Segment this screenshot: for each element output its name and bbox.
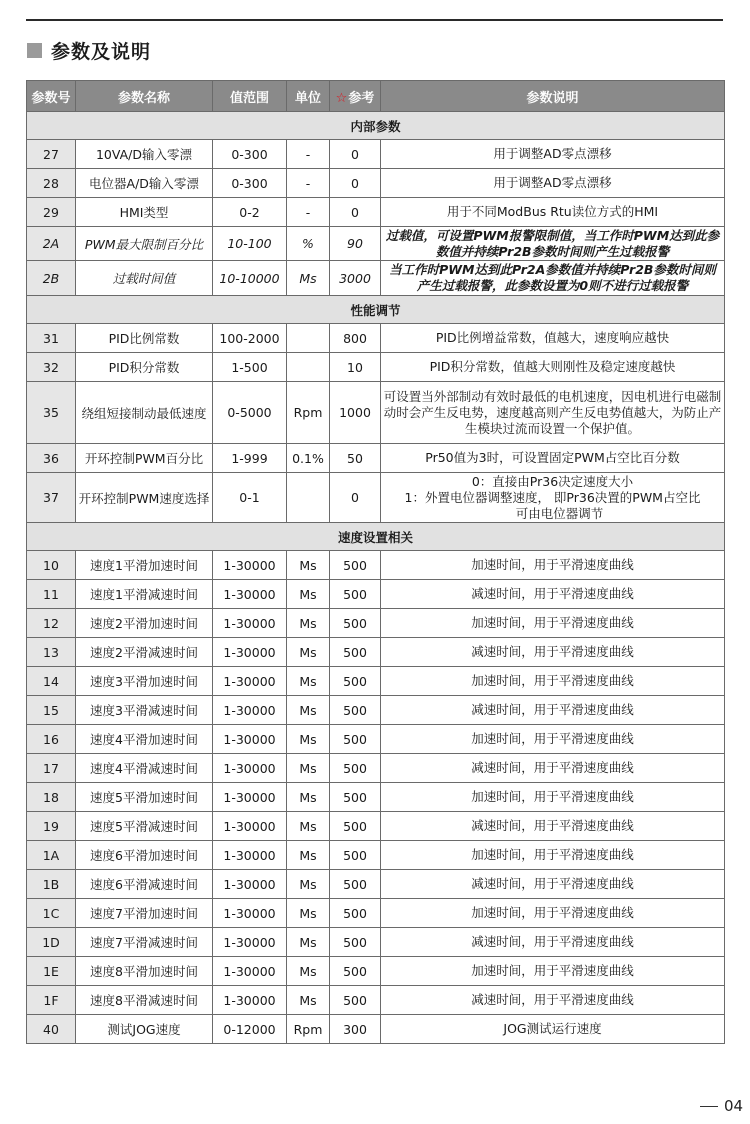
param-range-cell: 1-30000 <box>213 551 287 580</box>
param-id-cell: 36 <box>27 444 76 473</box>
param-name-cell: 速度2平滑减速时间 <box>76 638 213 667</box>
table-row <box>27 324 725 353</box>
param-range-cell: 1-30000 <box>213 841 287 870</box>
param-range-cell: 1-30000 <box>213 928 287 957</box>
param-range-cell: 0-300 <box>213 140 287 169</box>
param-id-cell: 13 <box>27 638 76 667</box>
param-default-cell: 500 <box>330 667 381 696</box>
param-default-cell: 500 <box>330 783 381 812</box>
param-range-cell: 10-100 <box>213 227 287 261</box>
param-id-cell: 37 <box>27 473 76 523</box>
param-name-cell: 速度1平滑减速时间 <box>76 580 213 609</box>
param-default-cell: 1000 <box>330 382 381 444</box>
param-default-cell: 500 <box>330 725 381 754</box>
param-name-cell: PID比例常数 <box>76 324 213 353</box>
table-row <box>27 261 725 296</box>
param-id-cell: 2A <box>27 227 76 261</box>
param-default-cell: 500 <box>330 696 381 725</box>
header-default-label: 参考 <box>348 90 375 106</box>
param-range-cell: 1-500 <box>213 353 287 382</box>
param-default-cell: 50 <box>330 444 381 473</box>
param-name-cell: 开环控制PWM速度选择 <box>76 473 213 523</box>
param-default-cell: 90 <box>330 227 381 261</box>
param-name-cell: HMI类型 <box>76 198 213 227</box>
param-name-cell: 速度8平滑加速时间 <box>76 957 213 986</box>
table-row <box>27 754 725 783</box>
param-range-cell: 1-30000 <box>213 725 287 754</box>
param-range-cell: 0-300 <box>213 169 287 198</box>
param-desc-cell: 减速时间，用于平滑速度曲线 <box>381 754 725 783</box>
table-row <box>27 986 725 1015</box>
param-desc-cell: PID积分常数，值越大则刚性及稳定速度越快 <box>381 353 725 382</box>
param-range-cell: 1-30000 <box>213 812 287 841</box>
table-row <box>27 473 725 523</box>
param-desc-cell: Pr50值为3时，可设置固定PWM占空比百分数 <box>381 444 725 473</box>
title-square-icon <box>27 43 42 58</box>
param-unit-cell: 0.1% <box>287 444 330 473</box>
table-row <box>27 899 725 928</box>
param-unit-cell: Ms <box>287 551 330 580</box>
table-row <box>27 227 725 261</box>
param-unit-cell: Ms <box>287 812 330 841</box>
param-desc-cell: 减速时间，用于平滑速度曲线 <box>381 812 725 841</box>
param-default-cell: 0 <box>330 169 381 198</box>
param-unit-cell: Ms <box>287 957 330 986</box>
param-desc-cell: 减速时间，用于平滑速度曲线 <box>381 986 725 1015</box>
table-row <box>27 382 725 444</box>
param-name-cell: 绕组短接制动最低速度 <box>76 382 213 444</box>
param-id-cell: 19 <box>27 812 76 841</box>
param-default-cell: 500 <box>330 986 381 1015</box>
header-range: 值范围 <box>213 81 287 112</box>
param-name-cell: 速度5平滑加速时间 <box>76 783 213 812</box>
param-default-cell: 500 <box>330 754 381 783</box>
param-unit-cell: Rpm <box>287 382 330 444</box>
param-unit-cell: Ms <box>287 754 330 783</box>
table-row <box>27 841 725 870</box>
param-desc-cell: 减速时间，用于平滑速度曲线 <box>381 928 725 957</box>
header-unit: 单位 <box>287 81 330 112</box>
section-label: 内部参数 <box>27 112 725 140</box>
param-name-cell: 电位器A/D输入零漂 <box>76 169 213 198</box>
table-row <box>27 551 725 580</box>
param-default-cell: 500 <box>330 870 381 899</box>
param-unit-cell: Ms <box>287 667 330 696</box>
param-desc-cell: 减速时间，用于平滑速度曲线 <box>381 638 725 667</box>
header-id: 参数号 <box>27 81 76 112</box>
param-name-cell: 速度7平滑加速时间 <box>76 899 213 928</box>
param-desc-cell: 加速时间，用于平滑速度曲线 <box>381 957 725 986</box>
table-body <box>27 112 725 1044</box>
param-desc-cell: 过载值，可设置PWM报警限制值，当工作时PWM达到此参数值并持续Pr2B参数时间则产生过载报警 <box>381 227 725 261</box>
param-id-cell: 27 <box>27 140 76 169</box>
param-desc-cell: 用于调整AD零点漂移 <box>381 140 725 169</box>
param-range-cell: 1-30000 <box>213 609 287 638</box>
param-range-cell: 1-30000 <box>213 754 287 783</box>
param-range-cell: 1-30000 <box>213 783 287 812</box>
param-unit-cell: Ms <box>287 580 330 609</box>
table-row <box>27 140 725 169</box>
table-row <box>27 638 725 667</box>
param-desc-cell: 加速时间，用于平滑速度曲线 <box>381 551 725 580</box>
param-name-cell: 过载时间值 <box>76 261 213 296</box>
param-default-cell: 500 <box>330 841 381 870</box>
table-row <box>27 353 725 382</box>
section-row <box>27 112 725 140</box>
param-name-cell: PWM最大限制百分比 <box>76 227 213 261</box>
param-id-cell: 14 <box>27 667 76 696</box>
param-id-cell: 17 <box>27 754 76 783</box>
header-name: 参数名称 <box>76 81 213 112</box>
param-desc-cell: 加速时间，用于平滑速度曲线 <box>381 783 725 812</box>
param-default-cell: 500 <box>330 899 381 928</box>
param-desc-cell: PID比例增益常数，值越大，速度响应越快 <box>381 324 725 353</box>
param-id-cell: 31 <box>27 324 76 353</box>
param-range-cell: 0-5000 <box>213 382 287 444</box>
param-id-cell: 32 <box>27 353 76 382</box>
header-default <box>330 81 381 112</box>
param-range-cell: 0-2 <box>213 198 287 227</box>
param-range-cell: 1-30000 <box>213 696 287 725</box>
param-name-cell: 速度2平滑加速时间 <box>76 609 213 638</box>
param-desc-cell: 加速时间，用于平滑速度曲线 <box>381 899 725 928</box>
param-unit-cell: Ms <box>287 638 330 667</box>
param-range-cell: 0-1 <box>213 473 287 523</box>
param-unit-cell: Ms <box>287 928 330 957</box>
param-range-cell: 10-10000 <box>213 261 287 296</box>
param-default-cell: 800 <box>330 324 381 353</box>
param-unit-cell: - <box>287 140 330 169</box>
table-row <box>27 783 725 812</box>
section-row <box>27 523 725 551</box>
param-name-cell: 测试JOG速度 <box>76 1015 213 1044</box>
param-unit-cell: Ms <box>287 696 330 725</box>
page-dash <box>700 1106 718 1107</box>
param-id-cell: 16 <box>27 725 76 754</box>
param-desc-cell: 可设置当外部制动有效时最低的电机速度，因电机进行电磁制动时会产生反电势，速度越高则产生反电势值越大，为防止产生模块过流而设置一个保护值。 <box>381 382 725 444</box>
param-default-cell: 0 <box>330 198 381 227</box>
table-row <box>27 667 725 696</box>
section-heading <box>27 37 151 64</box>
table-row <box>27 609 725 638</box>
section-label: 速度设置相关 <box>27 523 725 551</box>
page-title: 参数及说明 <box>51 41 152 63</box>
param-name-cell: 速度5平滑减速时间 <box>76 812 213 841</box>
parameter-table <box>26 80 725 1044</box>
table-row <box>27 725 725 754</box>
param-desc-cell: 用于调整AD零点漂移 <box>381 169 725 198</box>
table-row <box>27 696 725 725</box>
param-range-cell: 1-30000 <box>213 667 287 696</box>
param-unit-cell: Ms <box>287 725 330 754</box>
param-name-cell: 开环控制PWM百分比 <box>76 444 213 473</box>
param-default-cell: 0 <box>330 473 381 523</box>
param-id-cell: 1B <box>27 870 76 899</box>
param-desc-cell: 减速时间，用于平滑速度曲线 <box>381 696 725 725</box>
param-unit-cell: - <box>287 198 330 227</box>
param-id-cell: 1C <box>27 899 76 928</box>
param-name-cell: 速度4平滑加速时间 <box>76 725 213 754</box>
param-unit-cell: Ms <box>287 986 330 1015</box>
param-unit-cell: Ms <box>287 870 330 899</box>
param-default-cell: 500 <box>330 928 381 957</box>
param-id-cell: 1E <box>27 957 76 986</box>
param-name-cell: 速度8平滑减速时间 <box>76 986 213 1015</box>
param-id-cell: 35 <box>27 382 76 444</box>
table-row <box>27 444 725 473</box>
table-row <box>27 812 725 841</box>
param-id-cell: 18 <box>27 783 76 812</box>
param-desc-cell: 减速时间，用于平滑速度曲线 <box>381 580 725 609</box>
param-default-cell: 500 <box>330 638 381 667</box>
top-rule <box>26 19 723 21</box>
table-row <box>27 1015 725 1044</box>
table-row <box>27 870 725 899</box>
param-range-cell: 0-12000 <box>213 1015 287 1044</box>
star-icon: ☆ <box>335 90 348 106</box>
param-default-cell: 3000 <box>330 261 381 296</box>
param-name-cell: 10VA/D输入零漂 <box>76 140 213 169</box>
param-name-cell: 速度3平滑减速时间 <box>76 696 213 725</box>
table-row <box>27 957 725 986</box>
param-default-cell: 300 <box>330 1015 381 1044</box>
param-id-cell: 12 <box>27 609 76 638</box>
param-desc-cell: 用于不同ModBus Rtu读位方式的HMI <box>381 198 725 227</box>
param-name-cell: 速度4平滑减速时间 <box>76 754 213 783</box>
section-label: 性能调节 <box>27 296 725 324</box>
param-id-cell: 11 <box>27 580 76 609</box>
param-id-cell: 1A <box>27 841 76 870</box>
param-unit-cell <box>287 473 330 523</box>
param-default-cell: 0 <box>330 140 381 169</box>
param-unit-cell: Ms <box>287 783 330 812</box>
param-id-cell: 1F <box>27 986 76 1015</box>
param-unit-cell: Ms <box>287 261 330 296</box>
param-unit-cell: Rpm <box>287 1015 330 1044</box>
desc-line: 可由电位器调节 <box>515 505 604 521</box>
param-unit-cell <box>287 324 330 353</box>
param-desc-cell: 加速时间，用于平滑速度曲线 <box>381 725 725 754</box>
param-range-cell: 100-2000 <box>213 324 287 353</box>
table-row <box>27 928 725 957</box>
page-number <box>700 1097 743 1115</box>
param-range-cell: 1-30000 <box>213 638 287 667</box>
page-number-text: 04 <box>724 1097 744 1115</box>
param-unit-cell: - <box>287 169 330 198</box>
param-id-cell: 1D <box>27 928 76 957</box>
header-desc: 参数说明 <box>381 81 725 112</box>
param-default-cell: 10 <box>330 353 381 382</box>
param-id-cell: 28 <box>27 169 76 198</box>
param-name-cell: 速度7平滑减速时间 <box>76 928 213 957</box>
param-unit-cell: Ms <box>287 841 330 870</box>
table-header-row <box>27 81 725 112</box>
param-default-cell: 500 <box>330 957 381 986</box>
param-default-cell: 500 <box>330 580 381 609</box>
param-desc-cell: 加速时间，用于平滑速度曲线 <box>381 667 725 696</box>
param-default-cell: 500 <box>330 812 381 841</box>
param-name-cell: 速度1平滑加速时间 <box>76 551 213 580</box>
param-name-cell: 速度6平滑减速时间 <box>76 870 213 899</box>
param-desc-cell: 减速时间，用于平滑速度曲线 <box>381 870 725 899</box>
param-range-cell: 1-999 <box>213 444 287 473</box>
param-range-cell: 1-30000 <box>213 957 287 986</box>
param-unit-cell: % <box>287 227 330 261</box>
table-row <box>27 580 725 609</box>
param-desc-cell <box>381 473 725 523</box>
param-range-cell: 1-30000 <box>213 899 287 928</box>
param-id-cell: 15 <box>27 696 76 725</box>
param-default-cell: 500 <box>330 609 381 638</box>
param-name-cell: 速度6平滑加速时间 <box>76 841 213 870</box>
param-desc-cell: 加速时间，用于平滑速度曲线 <box>381 609 725 638</box>
param-name-cell: 速度3平滑加速时间 <box>76 667 213 696</box>
param-id-cell: 29 <box>27 198 76 227</box>
param-unit-cell: Ms <box>287 899 330 928</box>
desc-line: 0：直接由Pr36决定速度大小 <box>471 473 634 489</box>
desc-line: 1：外置电位器调整速度， 即Pr36决置的PWM占空比 <box>404 489 701 505</box>
param-unit-cell: Ms <box>287 609 330 638</box>
param-desc-cell: JOG测试运行速度 <box>381 1015 725 1044</box>
param-range-cell: 1-30000 <box>213 986 287 1015</box>
param-default-cell: 500 <box>330 551 381 580</box>
param-range-cell: 1-30000 <box>213 870 287 899</box>
param-unit-cell <box>287 353 330 382</box>
param-desc-cell: 加速时间，用于平滑速度曲线 <box>381 841 725 870</box>
param-id-cell: 40 <box>27 1015 76 1044</box>
param-range-cell: 1-30000 <box>213 580 287 609</box>
section-row <box>27 296 725 324</box>
param-desc-cell: 当工作时PWM达到此Pr2A参数值并持续Pr2B参数时间则产生过载报警，此参数设置为0则不进行过载报警 <box>381 261 725 296</box>
table-row <box>27 169 725 198</box>
param-id-cell: 2B <box>27 261 76 296</box>
param-id-cell: 10 <box>27 551 76 580</box>
table-row <box>27 198 725 227</box>
param-name-cell: PID积分常数 <box>76 353 213 382</box>
